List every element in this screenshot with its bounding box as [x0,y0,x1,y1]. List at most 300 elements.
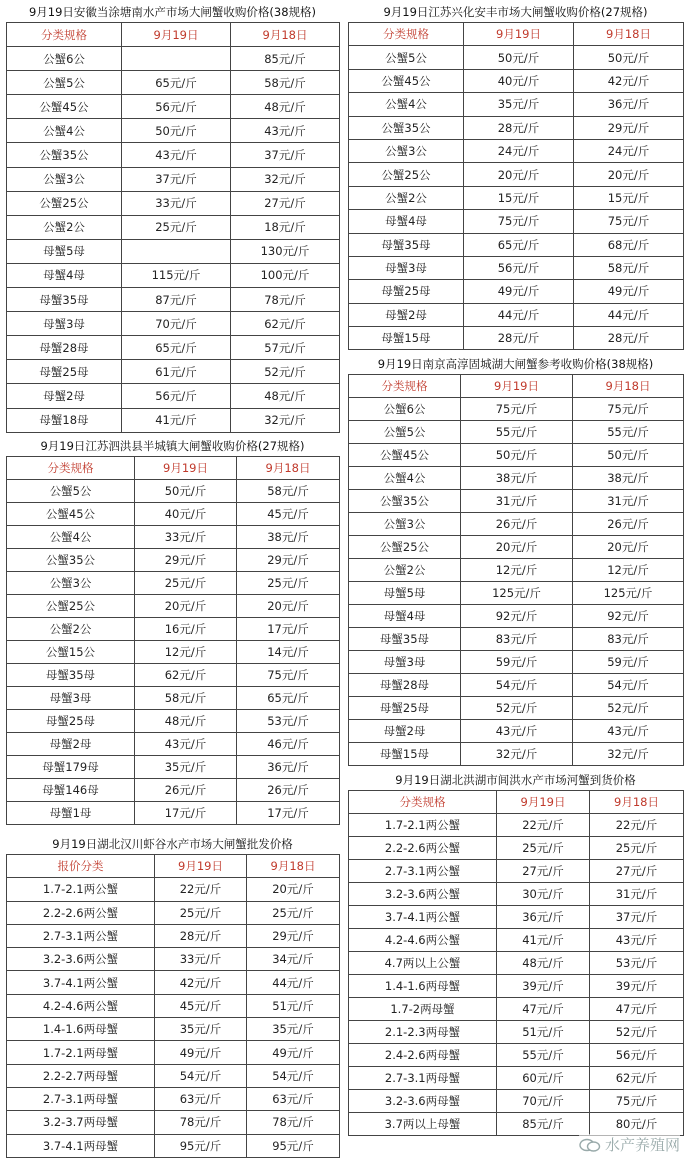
price-yesterday-cell: 20元/斤 [247,878,340,901]
price-today-cell: 50元/斤 [464,46,574,69]
price-yesterday-cell: 53元/斤 [237,710,340,733]
table-row [349,490,684,513]
price-yesterday-cell: 44元/斤 [574,303,684,326]
price-today-cell: 48元/斤 [497,952,590,975]
spec-cell: 2.2-2.7两母蟹 [7,1064,155,1087]
table-caption: 9月19日江苏兴化安丰市场大闸蟹收购价格(27规格) [383,5,648,19]
header-cell: 分类规格 [349,791,497,814]
price-today-cell: 45元/斤 [155,994,247,1017]
price-today-cell: 12元/斤 [461,559,573,582]
price-today-cell: 39元/斤 [497,975,590,998]
price-yesterday-cell: 29元/斤 [237,549,340,572]
spec-cell: 2.7-3.1两公蟹 [7,924,155,947]
table-row [349,398,684,421]
table-row [349,1021,684,1044]
table-header-row [7,855,340,878]
price-today-cell: 78元/斤 [155,1111,247,1134]
table-row [7,948,340,971]
price-yesterday-cell: 20元/斤 [574,163,684,186]
price-today-cell: 20元/斤 [135,595,237,618]
price-today-cell: 25元/斤 [155,901,247,924]
price-today-cell: 115元/斤 [122,263,231,287]
price-yesterday-cell: 68元/斤 [574,233,684,256]
table-header-row [7,23,340,47]
price-yesterday-cell: 57元/斤 [231,336,340,360]
price-table [6,456,340,825]
spec-cell: 公蟹25公 [349,163,464,186]
price-today-cell: 43元/斤 [461,720,573,743]
spec-cell: 公蟹4公 [349,93,464,116]
table-row [7,733,340,756]
table-row [349,628,684,651]
spec-cell: 2.7-3.1两公蟹 [349,860,497,883]
price-today-cell: 49元/斤 [464,280,574,303]
header-cell: 9月19日 [155,855,247,878]
spec-cell: 母蟹179母 [7,756,135,779]
price-table-block [6,436,339,825]
spec-cell: 母蟹35母 [349,233,464,256]
price-yesterday-cell: 29元/斤 [247,924,340,947]
table-row [7,1134,340,1157]
price-yesterday-cell: 95元/斤 [247,1134,340,1157]
table-row [7,360,340,384]
spec-cell: 公蟹5公 [7,71,122,95]
spec-cell: 3.2-3.7两母蟹 [7,1111,155,1134]
table-row [7,143,340,167]
spec-cell: 公蟹35公 [349,116,464,139]
price-today-cell: 20元/斤 [464,163,574,186]
price-yesterday-cell: 92元/斤 [573,605,684,628]
price-today-cell: 29元/斤 [135,549,237,572]
table-row [7,1064,340,1087]
spec-cell: 母蟹25母 [7,360,122,384]
header-cell: 9月19日 [122,23,231,47]
header-cell: 9月18日 [590,791,684,814]
spec-cell: 公蟹45公 [7,503,135,526]
spec-cell: 公蟹4公 [349,467,461,490]
price-yesterday-cell: 38元/斤 [573,467,684,490]
spec-cell: 1.7-2两母蟹 [349,998,497,1021]
price-yesterday-cell: 78元/斤 [231,288,340,312]
price-today-cell: 92元/斤 [461,605,573,628]
header-cell: 9月18日 [237,457,340,480]
price-yesterday-cell: 14元/斤 [237,641,340,664]
price-today-cell: 35元/斤 [155,1018,247,1041]
price-today-cell: 43元/斤 [135,733,237,756]
spec-cell: 公蟹2公 [349,559,461,582]
table-row [349,139,684,162]
spec-cell: 2.7-3.1两母蟹 [7,1087,155,1110]
price-today-cell: 47元/斤 [497,998,590,1021]
price-today-cell: 51元/斤 [497,1021,590,1044]
price-today-cell: 17元/斤 [135,802,237,825]
price-yesterday-cell: 59元/斤 [573,651,684,674]
price-today-cell: 70元/斤 [122,312,231,336]
table-row [349,929,684,952]
table-row [7,710,340,733]
price-today-cell: 41元/斤 [497,929,590,952]
table-row [349,93,684,116]
price-yesterday-cell: 12元/斤 [573,559,684,582]
spec-cell: 母蟹35母 [7,288,122,312]
table-row [349,674,684,697]
table-row [7,215,340,239]
spec-cell: 公蟹2公 [7,618,135,641]
price-today-cell: 63元/斤 [155,1087,247,1110]
table-row [7,191,340,215]
price-yesterday-cell: 53元/斤 [590,952,684,975]
spec-cell: 公蟹15公 [7,641,135,664]
price-yesterday-cell: 45元/斤 [237,503,340,526]
spec-cell: 2.1-2.3两母蟹 [349,1021,497,1044]
price-yesterday-cell: 22元/斤 [590,814,684,837]
price-today-cell: 59元/斤 [461,651,573,674]
price-table-block [6,2,339,433]
table-header-row [349,791,684,814]
table-row [7,47,340,71]
table-row [349,210,684,233]
price-today-cell: 22元/斤 [155,878,247,901]
price-yesterday-cell: 47元/斤 [590,998,684,1021]
price-yesterday-cell: 83元/斤 [573,628,684,651]
watermark-text: 水产养殖网 [604,1136,680,1154]
price-yesterday-cell: 32元/斤 [231,167,340,191]
table-row [7,119,340,143]
price-today-cell: 31元/斤 [461,490,573,513]
spec-cell: 公蟹5公 [349,421,461,444]
spec-cell: 3.2-3.6两公蟹 [349,883,497,906]
price-today-cell: 65元/斤 [122,71,231,95]
table-caption: 9月19日安徽当涂塘南水产市场大闸蟹收购价格(38规格) [28,5,317,19]
table-row [7,526,340,549]
price-today-cell: 38元/斤 [461,467,573,490]
spec-cell: 公蟹45公 [349,444,461,467]
table-row [349,536,684,559]
spec-cell: 1.4-1.6两母蟹 [7,1018,155,1041]
price-yesterday-cell: 31元/斤 [590,883,684,906]
price-today-cell: 87元/斤 [122,288,231,312]
spec-cell: 2.2-2.6两公蟹 [7,901,155,924]
price-yesterday-cell: 42元/斤 [574,69,684,92]
header-cell: 分类规格 [349,375,461,398]
table-row [349,1090,684,1113]
price-yesterday-cell: 49元/斤 [247,1041,340,1064]
spec-cell: 公蟹3公 [349,139,464,162]
spec-cell: 母蟹3母 [7,312,122,336]
price-today-cell: 95元/斤 [155,1134,247,1157]
price-today-cell [122,239,231,263]
price-today-cell: 56元/斤 [122,95,231,119]
price-today-cell: 32元/斤 [461,743,573,766]
price-today-cell: 54元/斤 [461,674,573,697]
table-caption: 9月19日江苏泗洪县半城镇大闸蟹收购价格(27规格) [40,439,305,453]
price-today-cell: 65元/斤 [122,336,231,360]
header-cell: 分类规格 [7,23,122,47]
price-today-cell: 35元/斤 [135,756,237,779]
price-yesterday-cell: 52元/斤 [231,360,340,384]
price-today-cell: 33元/斤 [135,526,237,549]
table-row [349,233,684,256]
table-row [349,46,684,69]
price-yesterday-cell: 48元/斤 [231,95,340,119]
price-yesterday-cell: 37元/斤 [590,906,684,929]
wechat-icon [579,1138,601,1152]
price-yesterday-cell: 62元/斤 [231,312,340,336]
table-row [7,1041,340,1064]
price-yesterday-cell: 43元/斤 [590,929,684,952]
price-yesterday-cell: 48元/斤 [231,384,340,408]
spec-cell: 母蟹5母 [349,582,461,605]
price-yesterday-cell: 28元/斤 [574,327,684,350]
price-today-cell: 30元/斤 [497,883,590,906]
spec-cell: 3.7两以上母蟹 [349,1113,497,1136]
price-yesterday-cell: 44元/斤 [247,971,340,994]
table-row [349,651,684,674]
price-yesterday-cell: 75元/斤 [590,1090,684,1113]
spec-cell: 公蟹35公 [7,143,122,167]
table-row [7,408,340,432]
table-row [7,994,340,1017]
spec-cell: 母蟹35母 [349,628,461,651]
spec-cell: 4.2-4.6两公蟹 [7,994,155,1017]
price-table [6,854,340,1158]
price-today-cell: 62元/斤 [135,664,237,687]
spec-cell: 母蟹25母 [7,710,135,733]
spec-cell: 公蟹6公 [7,47,122,71]
spec-cell: 3.7-4.1两公蟹 [7,971,155,994]
spec-cell: 2.4-2.6两母蟹 [349,1044,497,1067]
spec-cell: 公蟹5公 [349,46,464,69]
spec-cell: 公蟹3公 [7,167,122,191]
table-header-row [349,375,684,398]
table-row [7,572,340,595]
spec-cell: 4.7两以上公蟹 [349,952,497,975]
price-today-cell: 27元/斤 [497,860,590,883]
spec-cell: 公蟹4公 [7,526,135,549]
spec-cell: 公蟹4公 [7,119,122,143]
table-row [349,582,684,605]
table-row [7,503,340,526]
price-today-cell: 75元/斤 [464,210,574,233]
spec-cell: 公蟹25公 [349,536,461,559]
table-row [7,384,340,408]
table-row [349,1067,684,1090]
price-today-cell: 61元/斤 [122,360,231,384]
price-yesterday-cell: 58元/斤 [237,480,340,503]
price-yesterday-cell: 27元/斤 [231,191,340,215]
price-table [348,790,684,1136]
spec-cell: 3.2-3.6两母蟹 [349,1090,497,1113]
price-table [6,22,340,433]
spec-cell: 母蟹4母 [7,263,122,287]
table-row [7,239,340,263]
spec-cell: 公蟹2公 [349,186,464,209]
price-table [348,22,684,350]
table-row [7,779,340,802]
spec-cell: 公蟹3公 [349,513,461,536]
price-today-cell: 12元/斤 [135,641,237,664]
price-yesterday-cell: 36元/斤 [574,93,684,116]
price-today-cell: 56元/斤 [122,384,231,408]
table-header-row [7,457,340,480]
table-caption: 9月19日南京高淳固城湖大闸蟹参考收购价格(38规格) [377,357,654,371]
price-today-cell: 83元/斤 [461,628,573,651]
price-yesterday-cell: 18元/斤 [231,215,340,239]
table-row [7,971,340,994]
spec-cell: 母蟹25母 [349,280,464,303]
price-today-cell: 60元/斤 [497,1067,590,1090]
price-yesterday-cell: 29元/斤 [574,116,684,139]
price-today-cell: 33元/斤 [122,191,231,215]
price-today-cell: 37元/斤 [122,167,231,191]
price-yesterday-cell: 52元/斤 [590,1021,684,1044]
table-row [349,116,684,139]
price-today-cell: 125元/斤 [461,582,573,605]
price-yesterday-cell: 43元/斤 [573,720,684,743]
price-today-cell: 40元/斤 [135,503,237,526]
price-yesterday-cell: 26元/斤 [573,513,684,536]
spec-cell: 母蟹28母 [349,674,461,697]
price-yesterday-cell: 75元/斤 [237,664,340,687]
price-yesterday-cell: 58元/斤 [574,256,684,279]
price-yesterday-cell: 34元/斤 [247,948,340,971]
price-yesterday-cell: 62元/斤 [590,1067,684,1090]
table-row [7,263,340,287]
price-yesterday-cell: 65元/斤 [237,687,340,710]
header-cell: 分类规格 [349,23,464,46]
price-today-cell: 33元/斤 [155,948,247,971]
spec-cell: 1.7-2.1两母蟹 [7,1041,155,1064]
table-row [349,720,684,743]
price-yesterday-cell: 100元/斤 [231,263,340,287]
price-today-cell: 55元/斤 [497,1044,590,1067]
price-yesterday-cell: 15元/斤 [574,186,684,209]
price-yesterday-cell: 17元/斤 [237,802,340,825]
price-yesterday-cell: 54元/斤 [247,1064,340,1087]
table-row [349,467,684,490]
price-today-cell: 15元/斤 [464,186,574,209]
spec-cell: 公蟹45公 [7,95,122,119]
header-cell: 9月18日 [574,23,684,46]
header-cell: 9月18日 [573,375,684,398]
spec-cell: 公蟹35公 [7,549,135,572]
table-row [349,69,684,92]
spec-cell: 母蟹5母 [7,239,122,263]
price-today-cell: 36元/斤 [497,906,590,929]
spec-cell: 公蟹35公 [349,490,461,513]
table-row [349,860,684,883]
table-row [349,1113,684,1136]
spec-cell: 母蟹146母 [7,779,135,802]
table-row [349,975,684,998]
spec-cell: 公蟹25公 [7,191,122,215]
price-yesterday-cell: 17元/斤 [237,618,340,641]
spec-cell: 母蟹25母 [349,697,461,720]
price-yesterday-cell: 35元/斤 [247,1018,340,1041]
spec-cell: 母蟹3母 [7,687,135,710]
spec-cell: 1.4-1.6两母蟹 [349,975,497,998]
table-row [349,303,684,326]
table-row [7,878,340,901]
price-yesterday-cell: 25元/斤 [590,837,684,860]
header-cell: 9月18日 [247,855,340,878]
price-yesterday-cell: 26元/斤 [237,779,340,802]
spec-cell: 公蟹45公 [349,69,464,92]
price-yesterday-cell: 54元/斤 [573,674,684,697]
price-today-cell: 50元/斤 [122,119,231,143]
header-cell: 9月19日 [497,791,590,814]
price-today-cell: 50元/斤 [461,444,573,467]
price-today-cell: 40元/斤 [464,69,574,92]
price-today-cell: 26元/斤 [135,779,237,802]
table-row [7,687,340,710]
spec-cell: 3.7-4.1两公蟹 [349,906,497,929]
table-row [349,559,684,582]
price-today-cell: 25元/斤 [135,572,237,595]
price-yesterday-cell: 50元/斤 [574,46,684,69]
price-today-cell: 16元/斤 [135,618,237,641]
price-today-cell: 54元/斤 [155,1064,247,1087]
price-table-block [6,834,339,1158]
table-header-row [349,23,684,46]
spec-cell: 母蟹28母 [7,336,122,360]
table-row [7,901,340,924]
price-yesterday-cell: 39元/斤 [590,975,684,998]
spec-cell: 母蟹18母 [7,408,122,432]
spec-cell: 4.2-4.6两公蟹 [349,929,497,952]
spec-cell: 3.2-3.6两公蟹 [7,948,155,971]
table-row [349,280,684,303]
price-yesterday-cell: 43元/斤 [231,119,340,143]
table-row [349,163,684,186]
table-row [7,336,340,360]
header-cell: 9月19日 [461,375,573,398]
table-row [349,883,684,906]
price-today-cell: 52元/斤 [461,697,573,720]
price-yesterday-cell: 130元/斤 [231,239,340,263]
price-yesterday-cell: 27元/斤 [590,860,684,883]
price-yesterday-cell: 55元/斤 [573,421,684,444]
table-row [7,1087,340,1110]
price-today-cell: 28元/斤 [155,924,247,947]
spec-cell: 母蟹2母 [7,733,135,756]
price-today-cell: 70元/斤 [497,1090,590,1113]
spec-cell: 公蟹25公 [7,595,135,618]
price-yesterday-cell: 32元/斤 [231,408,340,432]
price-table-block [348,2,683,350]
spec-cell: 3.7-4.1两母蟹 [7,1134,155,1157]
spec-cell: 公蟹3公 [7,572,135,595]
spec-cell: 1.7-2.1两公蟹 [349,814,497,837]
price-yesterday-cell: 25元/斤 [247,901,340,924]
spec-cell: 母蟹3母 [349,651,461,674]
price-today-cell: 41元/斤 [122,408,231,432]
spec-cell: 母蟹4母 [349,210,464,233]
price-yesterday-cell: 20元/斤 [237,595,340,618]
table-row [349,837,684,860]
price-yesterday-cell: 31元/斤 [573,490,684,513]
spec-cell: 母蟹3母 [349,256,464,279]
table-caption: 9月19日湖北汉川虾谷水产市场大闸蟹批发价格 [52,837,293,851]
price-yesterday-cell: 63元/斤 [247,1087,340,1110]
table-row [349,186,684,209]
table-row [7,71,340,95]
table-row [7,641,340,664]
price-yesterday-cell: 80元/斤 [590,1113,684,1136]
table-row [7,756,340,779]
table-row [7,167,340,191]
spec-cell: 母蟹1母 [7,802,135,825]
